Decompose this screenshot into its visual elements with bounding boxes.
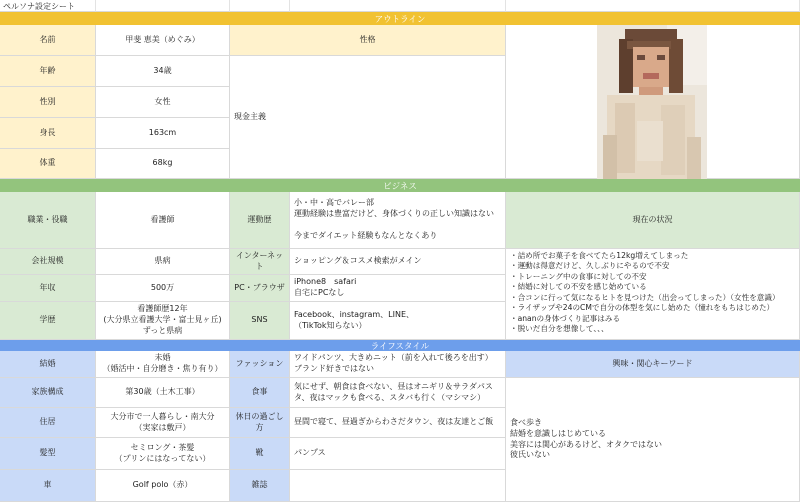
weight-label-cell[interactable] xyxy=(0,149,96,179)
company-value-cell[interactable] xyxy=(96,249,230,275)
age-value-cell[interactable] xyxy=(96,56,230,87)
gender-label: 性別 xyxy=(39,96,56,106)
sns-value: Facebook、instagram、LINE、 （TikTok知らない） xyxy=(294,309,415,330)
car-label: 車 xyxy=(43,480,52,490)
internet-value: ショッピング＆コスメ検索がメイン xyxy=(294,256,422,266)
holiday-value: 昼間で寝て、昼過ぎからわさだタウン、夜は友達とご飯 xyxy=(294,417,494,427)
hair-value: セミロング・茶髪 （プリンにはなってない） xyxy=(114,442,211,463)
company-value: 県病 xyxy=(154,256,171,266)
shoes-label: 靴 xyxy=(255,448,264,458)
header-cell[interactable] xyxy=(96,0,230,12)
shoes-label-cell[interactable] xyxy=(230,438,290,470)
weight-value-cell[interactable] xyxy=(96,149,230,179)
name-label: 名前 xyxy=(39,34,56,44)
status-label: 現在の状況 xyxy=(632,214,673,224)
company-label-cell[interactable] xyxy=(0,249,96,275)
persona-photo xyxy=(597,25,707,179)
marriage-value: 未婚 （婚活中・自分磨き・焦り有り） xyxy=(102,353,223,373)
age-label: 年齢 xyxy=(39,65,56,75)
income-value: 500万 xyxy=(150,282,175,292)
meal-label: 食事 xyxy=(251,387,268,397)
section-band-lifestyle xyxy=(0,340,800,351)
fashion-label-cell[interactable] xyxy=(230,351,290,378)
marriage-value-cell[interactable] xyxy=(96,351,230,378)
marriage-label: 結婚 xyxy=(39,358,56,368)
job-value: 看護師 xyxy=(150,214,175,224)
weight-label: 体重 xyxy=(39,158,56,168)
sns-label-cell[interactable] xyxy=(230,302,290,340)
car-value: Golf polo（赤） xyxy=(132,480,193,490)
sns-label: SNS xyxy=(251,315,268,325)
car-value-cell[interactable] xyxy=(96,470,230,502)
exercise-value-cell[interactable] xyxy=(290,192,506,249)
sns-value-cell[interactable] xyxy=(290,302,506,340)
gender-value-cell[interactable] xyxy=(96,87,230,118)
internet-value-cell[interactable] xyxy=(290,249,506,275)
home-value: 大分市で一人暮らし・南大分 （実家は敷戸） xyxy=(110,411,215,432)
magazine-label: 雑誌 xyxy=(251,480,268,490)
hair-label: 髪型 xyxy=(39,448,56,458)
income-label: 年収 xyxy=(39,282,56,292)
edu-label-cell[interactable] xyxy=(0,302,96,340)
height-label-cell[interactable] xyxy=(0,118,96,149)
name-value-cell[interactable] xyxy=(96,25,230,56)
sheet-title-cell[interactable] xyxy=(0,0,96,12)
status-label-cell[interactable] xyxy=(506,192,800,249)
internet-label-cell[interactable] xyxy=(230,249,290,275)
edu-value-cell[interactable] xyxy=(96,302,230,340)
exercise-label-cell[interactable] xyxy=(230,192,290,249)
job-label-cell[interactable] xyxy=(0,192,96,249)
section-band-business xyxy=(0,179,800,192)
section-title-outline: アウトライン xyxy=(374,14,426,25)
pc-label-cell[interactable] xyxy=(230,275,290,302)
gender-label-cell[interactable] xyxy=(0,87,96,118)
income-label-cell[interactable] xyxy=(0,275,96,302)
holiday-label: 休日の過ごし方 xyxy=(235,411,284,432)
magazine-value-cell[interactable] xyxy=(290,470,506,502)
shoes-value: パンプス xyxy=(294,448,326,458)
edu-label: 学歴 xyxy=(39,315,56,325)
income-value-cell[interactable] xyxy=(96,275,230,302)
company-label: 会社規模 xyxy=(31,256,64,266)
marriage-label-cell[interactable] xyxy=(0,351,96,378)
persona-photo-image xyxy=(597,25,707,179)
name-label-cell[interactable] xyxy=(0,25,96,56)
family-label-cell[interactable] xyxy=(0,378,96,408)
age-label-cell[interactable] xyxy=(0,56,96,87)
holiday-label-cell[interactable] xyxy=(230,408,290,438)
keywords-value-cell[interactable] xyxy=(506,378,800,502)
sheet-header-row xyxy=(0,0,800,12)
keywords-label: 興味・関心キーワード xyxy=(612,358,693,368)
name-value: 甲斐 恵美（めぐみ） xyxy=(125,34,200,44)
pc-value-cell[interactable] xyxy=(290,275,506,302)
height-value: 163cm xyxy=(148,127,177,137)
gender-value: 女性 xyxy=(154,96,171,106)
hair-label-cell[interactable] xyxy=(0,438,96,470)
car-label-cell[interactable] xyxy=(0,470,96,502)
keywords-label-cell[interactable] xyxy=(506,351,800,378)
edu-value: 看護師歴12年 (大分県立看護大学・富士見ヶ丘) ずっと県病 xyxy=(103,304,222,335)
status-value: ・詰め所でお菓子を食べてたら12kg増えてしまった ・運動は得意だけど、久しぶりにやるので不安 ・トレーニング中の食事に対しての不安 ・結婚に対しての不安を感じ始めている ・合コンに行って気になるヒトを見つけた（出会ってしまった）（女性を意識） ・ライザップや24のCMで自分の体型を気にし始めた（憧れをもちはじめた） ・ananの身体づくり記事はみる ・脱いだ自分を想像して、、、 xyxy=(510,251,780,334)
section-title-business: ビジネス xyxy=(383,181,417,192)
personality-label-cell[interactable] xyxy=(230,25,506,56)
internet-label: インターネット xyxy=(235,250,284,271)
header-cell[interactable] xyxy=(506,0,800,12)
pc-label: PC・ブラウザ xyxy=(234,282,285,292)
age-value: 34歳 xyxy=(153,65,172,75)
height-label: 身長 xyxy=(39,127,56,137)
magazine-label-cell[interactable] xyxy=(230,470,290,502)
personality-label: 性格 xyxy=(359,34,376,44)
header-cell[interactable] xyxy=(290,0,506,12)
height-value-cell[interactable] xyxy=(96,118,230,149)
keywords-value: 食べ歩き 結婚を意識しはじめている 美容には関心があるけど、オタクではない 彼氏いない xyxy=(510,417,662,460)
hair-value-cell[interactable] xyxy=(96,438,230,470)
family-label: 家族構成 xyxy=(31,387,64,397)
section-band-outline xyxy=(0,12,800,25)
weight-value: 68kg xyxy=(152,158,173,168)
exercise-label: 運動歴 xyxy=(247,214,272,224)
pc-value: iPhone8 safari 自宅にPCなし xyxy=(294,277,357,297)
exercise-value: 小・中・高でバレー部 運動経験は豊富だけど、身体づくりの正しい知識はない 今までダイエット経験もなんとなくあり xyxy=(294,198,494,240)
family-value: 第30歳（土木工事） xyxy=(125,387,200,397)
home-value-cell[interactable] xyxy=(96,408,230,438)
home-label-cell[interactable] xyxy=(0,408,96,438)
section-title-lifestyle: ライフスタイル xyxy=(370,341,430,352)
fashion-label: ファッション xyxy=(235,358,284,368)
personality-value-cell[interactable] xyxy=(230,56,506,179)
family-value-cell[interactable] xyxy=(96,378,230,408)
meal-value-cell[interactable] xyxy=(290,378,506,408)
status-value-cell[interactable] xyxy=(506,249,800,340)
job-label: 職業・役職 xyxy=(27,214,68,224)
fashion-value-cell[interactable] xyxy=(290,351,506,378)
sheet-title: ペルソナ設定シート xyxy=(3,2,75,11)
holiday-value-cell[interactable] xyxy=(290,408,506,438)
home-label: 住居 xyxy=(39,417,56,427)
job-value-cell[interactable] xyxy=(96,192,230,249)
header-cell[interactable] xyxy=(230,0,290,12)
meal-label-cell[interactable] xyxy=(230,378,290,408)
personality-value: 現金主義 xyxy=(234,111,266,121)
meal-value: 気にせず、朝食は食べない、昼はオニギリ＆サラダパスタ、夜はマックも食べる、スタバも行く（マシマシ） xyxy=(294,381,493,402)
shoes-value-cell[interactable] xyxy=(290,438,506,470)
fashion-value: ワイドパンツ、大きめニット（前を入れて後ろを出す） ブランド好きではない xyxy=(294,353,493,373)
